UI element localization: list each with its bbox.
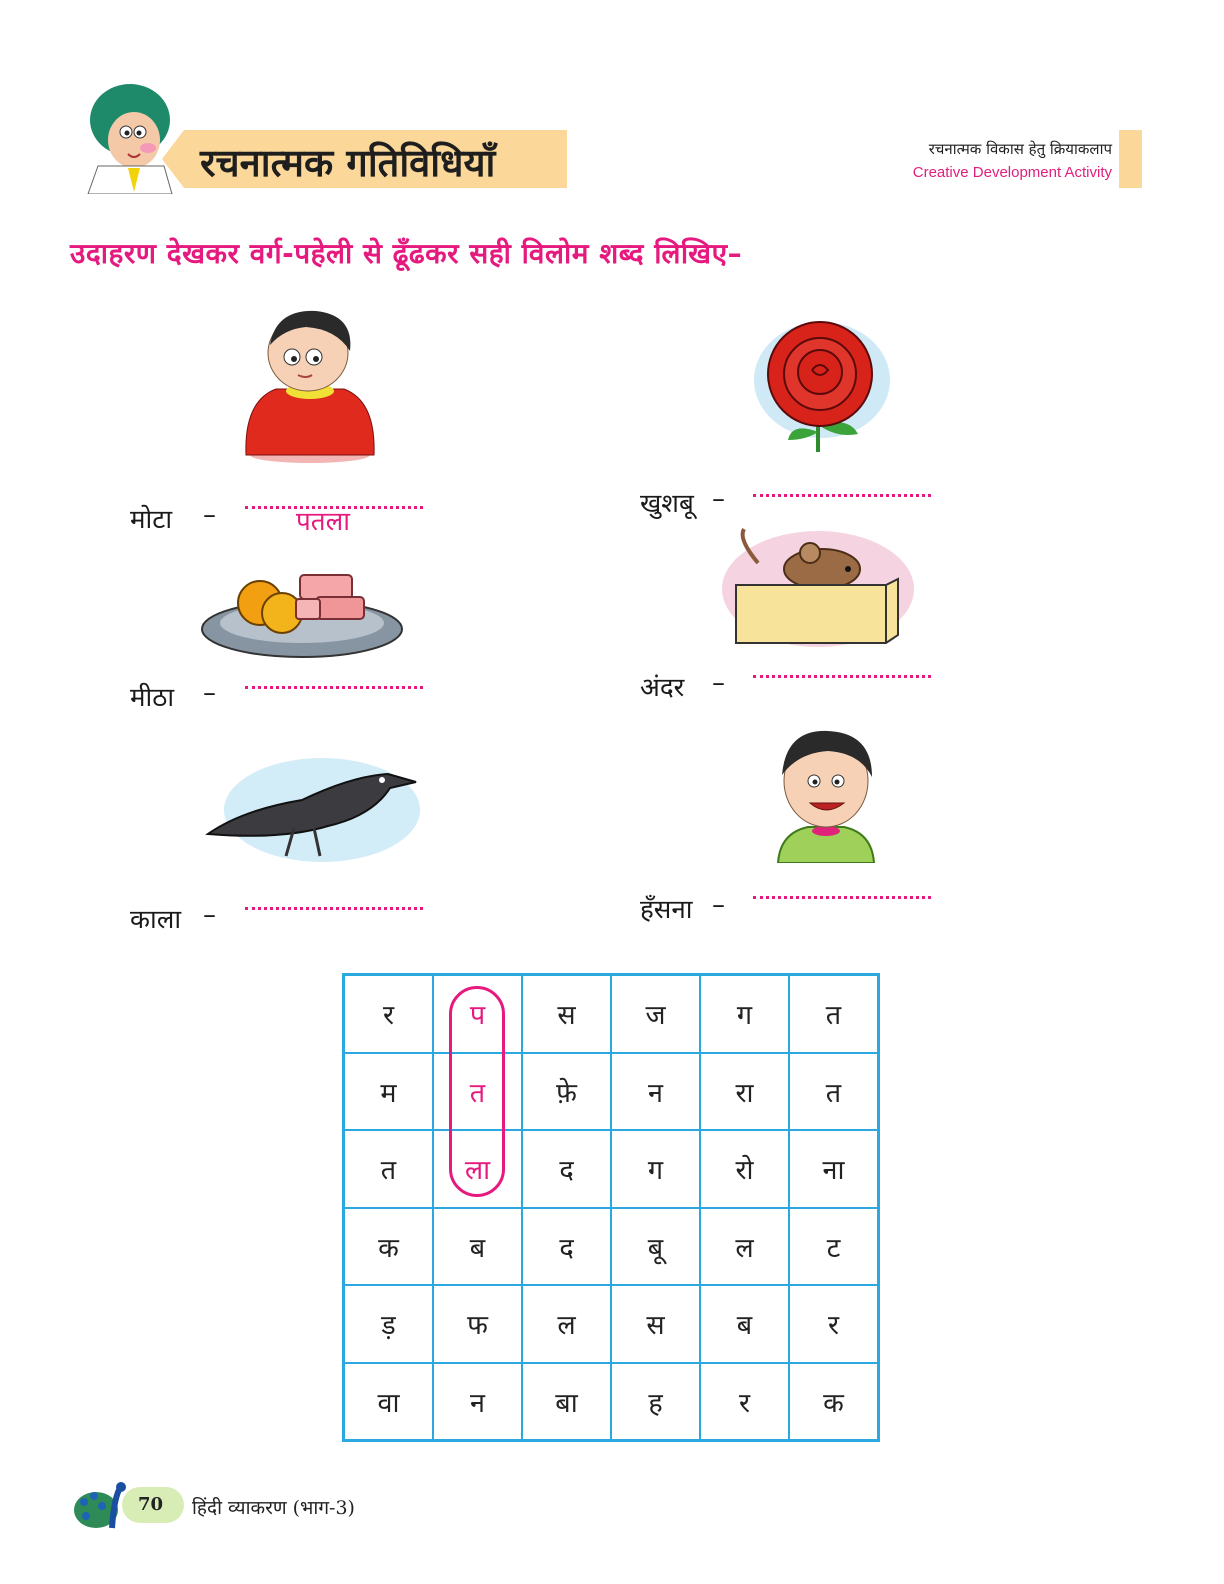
- item-dash: –: [712, 484, 725, 514]
- grid-cell[interactable]: ह: [611, 1363, 700, 1441]
- grid-cell[interactable]: प: [433, 975, 522, 1053]
- answer-line-hasna[interactable]: [753, 896, 931, 899]
- page-title: रचनात्मक गतिविधियाँ: [200, 141, 496, 185]
- found-word-highlight: [449, 986, 505, 1197]
- grid-cell[interactable]: ब: [433, 1208, 522, 1286]
- mouse-in-box-image: [718, 523, 916, 649]
- grid-cell[interactable]: स: [611, 1285, 700, 1363]
- answer-line-meetha[interactable]: [245, 686, 423, 689]
- grid-cell[interactable]: फ: [433, 1285, 522, 1363]
- item-dash: –: [203, 500, 216, 530]
- smiling-boy-image: [768, 725, 882, 863]
- sweets-plate-image: [200, 567, 404, 661]
- grid-cell[interactable]: द: [522, 1130, 611, 1208]
- item-word-khushbu: खुशबू: [640, 489, 694, 519]
- instruction-text: उदाहरण देखकर वर्ग-पहेली से ढूँढकर सही विलोम शब्द लिखिए–: [70, 237, 743, 270]
- grid-cell[interactable]: म: [344, 1053, 433, 1131]
- grid-cell[interactable]: बा: [522, 1363, 611, 1441]
- grid-cell[interactable]: र: [700, 1363, 789, 1441]
- grid-cell[interactable]: ना: [789, 1130, 878, 1208]
- grid-cell[interactable]: र: [344, 975, 433, 1053]
- grid-cell[interactable]: ल: [700, 1208, 789, 1286]
- grid-cell[interactable]: ब: [700, 1285, 789, 1363]
- item-word-mota: मोटा: [130, 505, 173, 535]
- crow-image: [202, 756, 420, 866]
- grid-cell[interactable]: ग: [700, 975, 789, 1053]
- grid-cell[interactable]: ट: [789, 1208, 878, 1286]
- grid-cell[interactable]: त: [789, 1053, 878, 1131]
- grid-cell[interactable]: र: [789, 1285, 878, 1363]
- item-dash: –: [712, 668, 725, 698]
- grid-cell[interactable]: द: [522, 1208, 611, 1286]
- item-word-kaala: काला: [130, 905, 182, 935]
- peacock-icon: [72, 1478, 132, 1532]
- fat-boy-image: [236, 305, 384, 463]
- grid-cell[interactable]: न: [611, 1053, 700, 1131]
- grid-cell[interactable]: रा: [700, 1053, 789, 1131]
- item-word-meetha: मीठा: [130, 683, 175, 713]
- item-dash: –: [712, 890, 725, 920]
- grid-cell[interactable]: क: [789, 1363, 878, 1441]
- grid-cell[interactable]: वा: [344, 1363, 433, 1441]
- answer-line-andar[interactable]: [753, 675, 931, 678]
- grid-cell[interactable]: ज: [611, 975, 700, 1053]
- answer-mota: पतला: [296, 507, 350, 537]
- grid-cell[interactable]: ल: [522, 1285, 611, 1363]
- book-title: हिंदी व्याकरण (भाग-3): [192, 1497, 355, 1519]
- grid-cell[interactable]: ग: [611, 1130, 700, 1208]
- grid-cell[interactable]: स: [522, 975, 611, 1053]
- item-dash: –: [203, 900, 216, 930]
- grid-cell[interactable]: रो: [700, 1130, 789, 1208]
- section-label-hindi: रचनात्मक विकास हेतु क्रियाकलाप: [928, 140, 1112, 158]
- grid-cell[interactable]: बू: [611, 1208, 700, 1286]
- rose-image: [748, 310, 894, 458]
- grid-cell[interactable]: त: [433, 1053, 522, 1131]
- page-number: 70: [138, 1494, 164, 1515]
- grid-cell[interactable]: ला: [433, 1130, 522, 1208]
- answer-line-kaala[interactable]: [245, 907, 423, 910]
- header-tab: [1119, 130, 1142, 188]
- grid-cell[interactable]: त: [344, 1130, 433, 1208]
- section-label-english: Creative Development Activity: [912, 164, 1112, 181]
- item-word-andar: अंदर: [640, 673, 685, 703]
- grid-cell[interactable]: क: [344, 1208, 433, 1286]
- grid-cell[interactable]: त: [789, 975, 878, 1053]
- item-dash: –: [203, 678, 216, 708]
- item-word-hasna: हँसना: [640, 895, 693, 925]
- answer-line-khushbu[interactable]: [753, 494, 931, 497]
- grid-cell[interactable]: फ़े: [522, 1053, 611, 1131]
- grid-cell[interactable]: ड़: [344, 1285, 433, 1363]
- grid-cell[interactable]: न: [433, 1363, 522, 1441]
- word-search-grid: [342, 973, 880, 1442]
